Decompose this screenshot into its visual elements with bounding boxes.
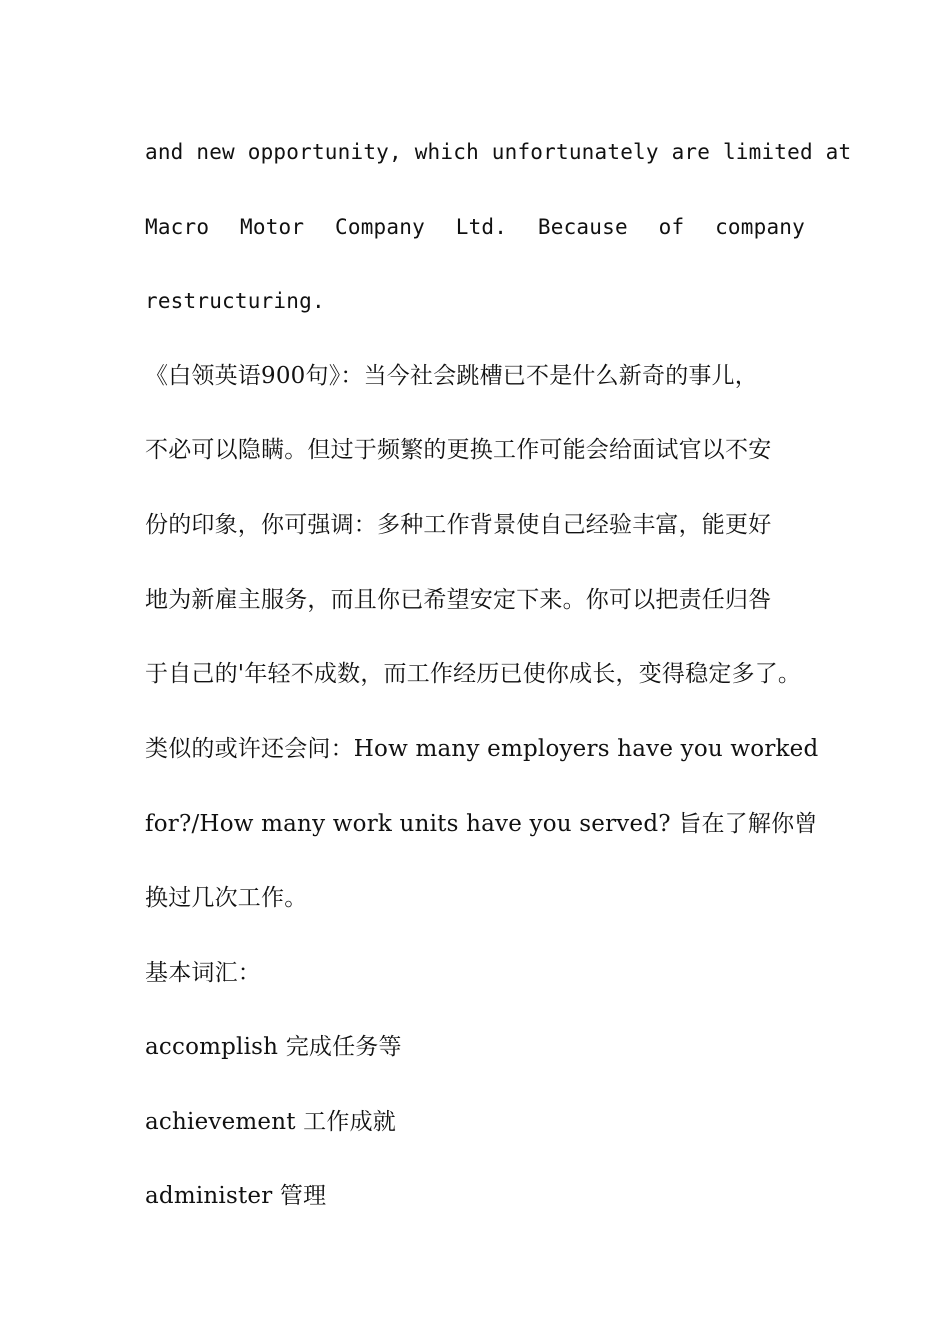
vocab-item: administer 管理: [145, 1183, 327, 1209]
paragraph-line-10: for?/How many work units have you served? 旨在了解你曾: [145, 811, 818, 837]
word: Macro: [145, 215, 210, 239]
section-heading: 基本词汇：: [145, 960, 261, 986]
word: company: [715, 215, 805, 239]
word: Company: [335, 215, 425, 239]
word: Ltd.: [455, 215, 508, 239]
paragraph-line-5: 不必可以隐瞒。但过于频繁的更换工作可能会给面试官以不安: [145, 437, 772, 463]
vocab-item: achievement 工作成就: [145, 1109, 396, 1135]
vocab-item: accomplish 完成任务等: [145, 1034, 402, 1060]
word: Motor: [240, 215, 305, 239]
paragraph-line-9: 类似的或许还会问：How many employers have you worked: [145, 736, 819, 762]
paragraph-line-6: 份的印象，你可强调：多种工作背景使自己经验丰富，能更好: [145, 512, 772, 538]
paragraph-line-11: 换过几次工作。: [145, 885, 308, 911]
paragraph-line-2: [145, 212, 805, 242]
paragraph-line-3: restructuring.: [145, 289, 325, 313]
paragraph-line-4: 《白领英语900句》：当今社会跳槽已不是什么新奇的事儿，: [145, 363, 758, 389]
paragraph-line-1: and new opportunity, which unfortunately are limited at: [145, 140, 852, 164]
word: Because: [537, 215, 628, 239]
paragraph-line-8: 于自己的'年轻不成数，而工作经历已使你成长，变得稳定多了。: [145, 661, 802, 687]
word: of: [658, 215, 685, 239]
paragraph-line-7: 地为新雇主服务，而且你已希望安定下来。你可以把责任归咎: [145, 587, 772, 613]
